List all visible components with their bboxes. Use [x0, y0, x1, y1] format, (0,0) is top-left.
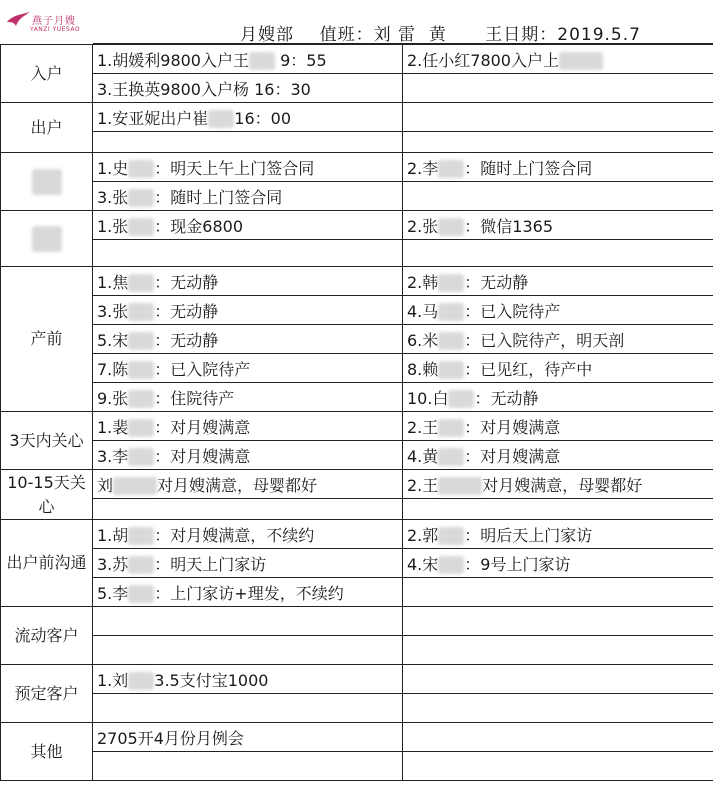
- cell-text: 1.史: [97, 158, 129, 178]
- table-row: [1, 665, 713, 694]
- redaction-mark: [128, 274, 154, 292]
- redaction-mark: [438, 556, 464, 574]
- redaction-mark: [113, 477, 157, 495]
- redaction-mark: [32, 169, 62, 195]
- cell: [93, 74, 403, 103]
- cell-text: 1.安亚妮出户崔: [97, 108, 209, 128]
- cell-text: 1.胡媛利9800入户王: [97, 50, 249, 70]
- duty-report-table: [0, 44, 713, 781]
- cell-text: ：微信1365: [464, 216, 554, 236]
- cell-text: 1.张: [97, 216, 129, 236]
- category-three-day: 3天内关心: [1, 412, 93, 470]
- redaction-mark: [438, 218, 464, 236]
- cell: 2.王 对月嫂满意，母婴都好: [403, 470, 713, 499]
- table-row: [1, 383, 713, 412]
- category-redacted: [1, 211, 93, 267]
- redaction-mark: [128, 448, 154, 466]
- cell: [93, 182, 403, 211]
- cell-text: 3.王换英9800入户杨: [97, 79, 249, 99]
- table-row: [1, 211, 713, 240]
- table-row: [1, 470, 713, 499]
- cell-text: ：现金6800: [154, 216, 244, 236]
- table-row: [1, 240, 713, 267]
- redaction-mark: [128, 218, 154, 236]
- cell: 1.焦 ：无动静: [93, 267, 403, 296]
- company-logo: [6, 8, 86, 38]
- logo-brand-text: 燕子月嫂: [32, 16, 76, 27]
- table-row: [1, 267, 713, 296]
- category-ten-day: 10-15天关心: [1, 470, 93, 520]
- cell: 1.胡 ：对月嫂满意，不续约: [93, 520, 403, 549]
- table-row: [1, 74, 713, 103]
- redaction-mark: [128, 419, 154, 437]
- cell: [403, 74, 713, 103]
- table-row: [1, 607, 713, 636]
- cell: [403, 103, 713, 132]
- table-row: [1, 296, 713, 325]
- redaction-mark: [438, 332, 464, 350]
- cell: [403, 752, 713, 781]
- category-other: 其他: [1, 723, 93, 781]
- redaction-mark: [438, 419, 464, 437]
- cell: 9.张 ：住院待产: [93, 383, 403, 412]
- cell: [403, 578, 713, 607]
- cell-text: 16：00: [234, 108, 292, 128]
- table-row: [1, 354, 713, 383]
- category-flow: 流动客户: [1, 607, 93, 665]
- report-header-title: 月嫂部 值班：刘 雷 黄 王日期：2019.5.7: [240, 25, 641, 45]
- redaction-mark: [438, 274, 464, 292]
- redaction-mark: [128, 189, 154, 207]
- logo-brand-en-text: YANZI YUESAO: [30, 26, 81, 33]
- table-row: [1, 752, 713, 781]
- cell: [403, 211, 713, 240]
- cell: 4.黄 ：对月嫂满意: [403, 441, 713, 470]
- cell: [93, 132, 403, 153]
- redaction-mark: [438, 477, 482, 495]
- table-row: [1, 45, 713, 74]
- cell-text: 2.李: [407, 158, 439, 178]
- cell: [403, 607, 713, 636]
- cell: [93, 240, 403, 267]
- redaction-mark: [128, 672, 154, 690]
- cell: 3.李 ：对月嫂满意: [93, 441, 403, 470]
- redaction-mark: [559, 52, 603, 70]
- table-row: [1, 153, 713, 182]
- category-chanqian: 产前: [1, 267, 93, 412]
- cell-text: ：随时上门签合同: [154, 187, 283, 207]
- redaction-mark: [208, 110, 234, 128]
- table-row: [1, 520, 713, 549]
- cell: [93, 103, 403, 132]
- redaction-mark: [438, 303, 464, 321]
- cell: 2.王 ：对月嫂满意: [403, 412, 713, 441]
- cell: 3.苏 ：明天上门家访: [93, 549, 403, 578]
- cell: [403, 694, 713, 723]
- cell: 7.陈 ：已入院待产: [93, 354, 403, 383]
- table-row: [1, 103, 713, 132]
- cell: [93, 636, 403, 665]
- redaction-mark: [128, 160, 154, 178]
- redaction-mark: [128, 303, 154, 321]
- cell: 5.宋 ：无动静: [93, 325, 403, 354]
- redaction-mark: [128, 390, 154, 408]
- cell: [93, 499, 403, 520]
- cell: [93, 752, 403, 781]
- cell-text: ：随时上门签合同: [464, 158, 593, 178]
- redaction-mark: [32, 226, 62, 252]
- cell: [403, 240, 713, 267]
- category-reserve: 预定客户: [1, 665, 93, 723]
- cell: 3.张 ：无动静: [93, 296, 403, 325]
- redaction-mark: [128, 361, 154, 379]
- table-row: [1, 412, 713, 441]
- table-row: [1, 723, 713, 752]
- redaction-mark: [438, 361, 464, 379]
- cell-text: 3.张: [97, 187, 129, 207]
- table-row: [1, 132, 713, 153]
- cell: [403, 636, 713, 665]
- cell: 2.韩 ：无动静: [403, 267, 713, 296]
- cell: [403, 499, 713, 520]
- cell: 1.裴 ：对月嫂满意: [93, 412, 403, 441]
- cell: [403, 723, 713, 752]
- redaction-mark: [438, 160, 464, 178]
- cell: 5.李 ：上门家访+理发，不续约: [93, 578, 403, 607]
- table-row: [1, 636, 713, 665]
- redaction-mark: [128, 585, 154, 603]
- table-row: [1, 441, 713, 470]
- redaction-mark: [438, 527, 464, 545]
- cell: 4.马 ：已入院待产: [403, 296, 713, 325]
- cell-text: 16：30: [254, 79, 311, 99]
- table-row: [1, 578, 713, 607]
- cell: [93, 211, 403, 240]
- table-row: [1, 549, 713, 578]
- cell: 刘 对月嫂满意，母婴都好: [93, 470, 403, 499]
- table-row: [1, 182, 713, 211]
- table-row: [1, 499, 713, 520]
- cell: 8.赖 ：已见红，待产中: [403, 354, 713, 383]
- cell-text: 2.任小红7800入户上: [407, 50, 559, 70]
- cell-text: 9：55: [280, 50, 327, 70]
- cell: [93, 45, 403, 74]
- category-redacted: [1, 153, 93, 211]
- cell: [403, 132, 713, 153]
- cell: [403, 153, 713, 182]
- redaction-mark: [249, 52, 275, 70]
- cell: [93, 694, 403, 723]
- cell: 2705开4月份月例会: [93, 723, 403, 752]
- category-pre-out: 出户前沟通: [1, 520, 93, 607]
- cell: [403, 665, 713, 694]
- redaction-mark: [438, 448, 464, 466]
- cell: [403, 182, 713, 211]
- category-ruhu: 入户: [1, 45, 93, 103]
- cell: 2.郭 ：明后天上门家访: [403, 520, 713, 549]
- cell-text: ：明天上午上门签合同: [154, 158, 315, 178]
- cell: 6.米 ：已入院待产，明天剖: [403, 325, 713, 354]
- table-row: [1, 325, 713, 354]
- redaction-mark: [128, 332, 154, 350]
- cell: [403, 45, 713, 74]
- cell: 1.刘 3.5支付宝1000: [93, 665, 403, 694]
- redaction-mark: [448, 390, 474, 408]
- cell: 4.宋 ：9号上门家访: [403, 549, 713, 578]
- cell: [93, 607, 403, 636]
- category-chuhu: 出户: [1, 103, 93, 153]
- swallow-logo-icon: [6, 10, 32, 28]
- table-row: [1, 694, 713, 723]
- redaction-mark: [128, 527, 154, 545]
- cell: [93, 153, 403, 182]
- cell: 10.白 ：无动静: [403, 383, 713, 412]
- redaction-mark: [128, 556, 154, 574]
- cell-text: 2.张: [407, 216, 439, 236]
